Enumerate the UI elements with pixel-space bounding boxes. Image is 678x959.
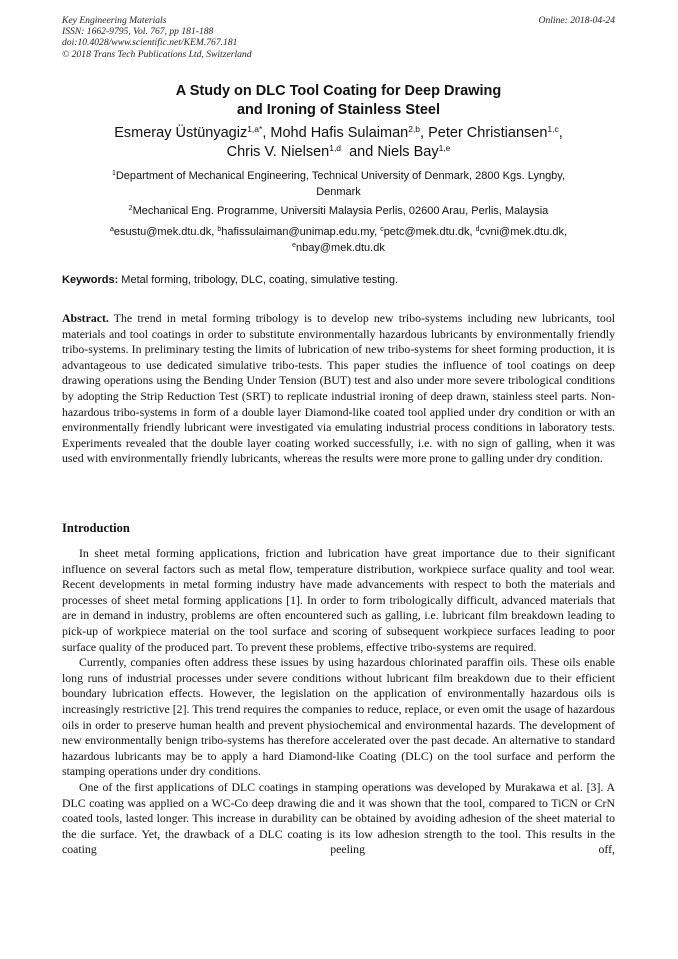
author-name: Mohd Hafis Sulaiman: [270, 125, 409, 141]
author-affil-marker: 2,b: [408, 124, 421, 134]
keywords-label: Keywords:: [62, 274, 119, 286]
abstract-label: Abstract.: [62, 311, 109, 325]
author-name: Peter Christiansen: [428, 125, 548, 141]
affiliation-2: $^2$Mechanical Eng. Programme, Universiti Malaysia Perlis, 02600 Arau, Perlis, Malaysia: [128, 205, 549, 217]
email-link[interactable]: cvni@mek.dtu.dk,: [479, 226, 568, 238]
section-heading-introduction: Introduction: [62, 521, 130, 535]
affiliation-1: $^1$Department of Mechanical Engineering, Technical University of Denmark, 2800 Kgs. Lyngby, Denmark: [111, 170, 566, 198]
paragraph: Currently, companies often address these issues by using hazardous chlorinated paraffin oils. These oils enable long runs of industrial processes under severe conditions without lubricant film breakdown due to their efficient boundary lubrication effects. However, the legislation on the application of environmentally hazardous oils is increasingly restrictive [2]. This trend requires the companies to reduce, replace, or even omit the usage of hazardous oils in order to preserve human health and prevent physiochemical and environmental hazards. The development of new environmentally benign tribo-systems has therefore accelerated over the past decade. An alternative to standard hazardous lubricants may be to apply a hard Diamond-like Coating (DLC) on the tool surface and perform the stamping operations under dry conditions.: [62, 655, 615, 779]
title-line-1: A Study on DLC Tool Coating for Deep Drawing: [175, 83, 502, 99]
introduction-body: [62, 546, 615, 858]
issn-line: ISSN: 1662-9795, Vol. 767, pp 181-188: [62, 26, 214, 38]
doi-line[interactable]: doi:10.4028/www.scientific.net/KEM.767.181: [62, 37, 238, 49]
author-emails: $^a$esustu@mek.dtu.dk, $^b$hafissulaiman@unimap.edu.my, $^c$petc@mek.dtu.dk, $^d$cvni@mek.dtu.dk, $^e$nbay@mek.dtu.dk: [109, 226, 568, 254]
paragraph: One of the first applications of DLC coatings in stamping operations was developed by Murakawa et al. [3]. A DLC coating was applied on a WC-Co deep drawing die and it was shown that the tool, compared to TiCN or CrN coated tools, lasted longer. This increase in durability can be obtained by avoiding adhesion of the sheet material to the die surface. Yet, the drawback of a DLC coating is its low adhesion strength to the tool. This results in the coating peeling off,: [62, 779, 615, 857]
email-link[interactable]: petc@mek.dtu.dk,: [383, 226, 476, 238]
keywords: [62, 274, 398, 286]
paragraph: In sheet metal forming applications, friction and lubrication have great importance due to their significant influence on several factors such as metal flow, temperature distribution, workpiece surface quality and tool wear. Recent developments in metal forming industry have made advancements with respect to both the materials and processes of sheet metal forming applications [1]. In order to form tribologically difficult, advanced materials that are in demand in industry, problems are often encountered such as galling, i.e. lubricant film breakdown leading to pick-up of workpiece material on the tool surface and scoring of subsequent workpiece surfaces leading to poor surface quality of the produced part. To prevent these problems, effective tribo-systems are required.: [62, 546, 615, 654]
author-affil-marker: 1,a*: [247, 124, 263, 134]
author-affil-marker: 1,c: [547, 124, 559, 134]
email-link[interactable]: hafissulaiman@unimap.edu.my,: [221, 226, 381, 238]
author-name: Niels Bay: [377, 144, 439, 160]
online-date: Online: 2018-04-24: [538, 15, 615, 26]
author-list: [62, 124, 615, 162]
author-line-2: Chris V. Nielsen$^{1,d}$ and Niels Bay$^{1,e}$: [226, 143, 451, 160]
paper-title: [62, 82, 615, 119]
title-line-2: and Ironing of Stainless Steel: [236, 101, 441, 118]
email-link[interactable]: esustu@mek.dtu.dk,: [113, 226, 218, 238]
copyright-line: © 2018 Trans Tech Publications Ltd, Switzerland: [62, 48, 252, 60]
keywords-text: Metal forming, tribology, DLC, coating, simulative testing.: [118, 274, 399, 286]
email-link[interactable]: nbay@mek.dtu.dk: [296, 242, 385, 254]
author-affil-marker: 1,e: [438, 143, 451, 153]
author-name: Esmeray Üstünyagiz: [114, 125, 248, 141]
journal-name: Key Engineering Materials: [62, 15, 167, 26]
author-name: Chris V. Nielsen: [226, 144, 330, 160]
abstract: [62, 311, 615, 467]
author-line-1: Esmeray Üstünyagiz$^{1,a*}$, Mohd Hafis Sulaiman$^{2,b}$, Peter Christiansen$^{1,c}$,: [114, 124, 563, 141]
abstract-text: The trend in metal forming tribology is to develop new tribo-systems including new lubricants, tool materials and tool coatings in order to substitute environmentally hazardous lubricants by environmentally friendly tribo-systems. In preliminary testing the limits of lubrication of new tribo-systems for sheet forming production, it is advantageous to use dedicated simulative tribo-tests. This paper studies the influence of tool coatings on deep drawing operations using the Bending Under Tension (BUT) test and also under more severe tribological conditions by adopting the Strip Reduction Test (SRT) to replicate industrial ironing of deep drawn, stainless steel parts. Non-hazardous tribo-systems in form of a double layer Diamond-like coated tool applied under dry condition or with an environmentally friendly lubricant were investigated via emulating industrial process conditions in laboratory tests. Experiments revealed that the double layer coating worked successfully, i.e. with no sign of galling, when it was used with environmentally friendly lubricants, whereas the results were more prone to galling under dry condition.: [62, 311, 615, 466]
journal-header: [62, 15, 252, 60]
author-affil-marker: 1,d: [329, 143, 342, 153]
